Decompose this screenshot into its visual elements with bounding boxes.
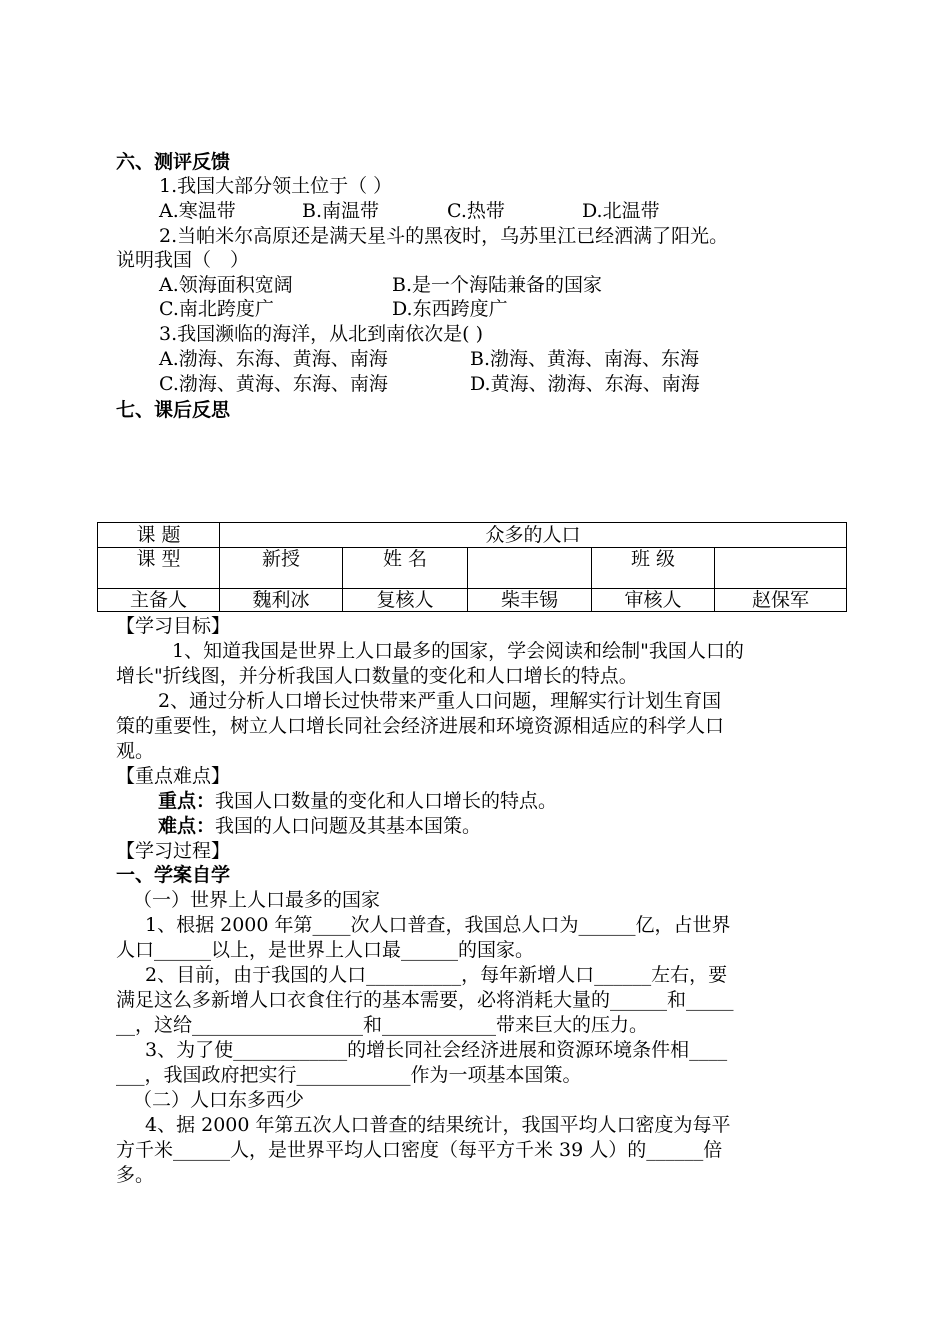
table-cell-label: 班 级 <box>592 548 715 589</box>
option: D.东西跨度广 <box>392 298 508 320</box>
table-cell: 魏利冰 <box>220 589 343 612</box>
item-4-line2: 方千米______人，是世界平均人口密度（每平方千米 39 人）的______倍 <box>116 1139 723 1161</box>
question-1: 1.我国大部分领土位于（ ） <box>159 175 393 197</box>
option: A.领海面积宽阔 <box>159 274 293 296</box>
table-cell-label: 课 题 <box>98 523 220 548</box>
question-2-options-row1 <box>0 273 950 297</box>
class-blank-cell <box>715 548 847 589</box>
option: B.是一个海陆兼备的国家 <box>392 274 603 296</box>
option: C.渤海、黄海、东海、南海 <box>159 373 388 395</box>
item-1-line1: 1、根据 2000 年第____次人口普查，我国总人口为______亿，占世界 <box>145 914 731 936</box>
question-1-options <box>0 199 950 223</box>
goal-2-line2: 策的重要性，树立人口增长同社会经济进展和环境资源相适应的科学人口 <box>116 715 725 737</box>
option: B.渤海、黄海、南海、东海 <box>470 348 700 370</box>
table-cell: 新授 <box>220 548 343 589</box>
table-cell-label: 复核人 <box>343 589 468 612</box>
goal-2-line1: 2、通过分析人口增长过快带来严重人口问题，理解实行计划生育国 <box>158 690 722 712</box>
goal-2-line3: 观。 <box>116 740 155 762</box>
item-3-line2: ___，我国政府把实行____________作为一项基本国策。 <box>116 1064 582 1086</box>
table-row <box>98 523 847 548</box>
name-blank-cell <box>468 548 592 589</box>
table-cell: 柴丰锡 <box>468 589 592 612</box>
table-row <box>98 548 847 589</box>
subsection-1-heading: （一）世界上人口最多的国家 <box>133 889 381 911</box>
section-heading-reflection: 七、课后反思 <box>116 399 231 421</box>
question-3: 3.我国濒临的海洋，从北到南依次是( ) <box>159 323 483 345</box>
difficult-point <box>158 814 481 838</box>
option: A.渤海、东海、黄海、南海 <box>159 348 388 370</box>
option: C.南北跨度广 <box>159 298 274 320</box>
section-heading-feedback: 六、测评反馈 <box>116 151 231 173</box>
part-1-heading: 一、学案自学 <box>116 864 231 886</box>
difficulty-text: 我国的人口问题及其基本国策。 <box>215 815 482 837</box>
table-cell-label: 主备人 <box>98 589 220 612</box>
item-2-line3: __，这给__________________和____________带来巨大的压力。 <box>116 1014 649 1036</box>
table-cell-label: 审核人 <box>592 589 715 612</box>
item-3-line1: 3、为了使____________的增长同社会经济进展和资源环境条件相____ <box>145 1039 728 1061</box>
table-cell-label: 姓 名 <box>343 548 468 589</box>
item-4-line3: 多。 <box>116 1164 155 1186</box>
subsection-2-heading: （二）人口东多西少 <box>133 1089 305 1111</box>
lesson-title: 众多的人口 <box>220 523 847 548</box>
option: D.北温带 <box>582 200 660 222</box>
option: B.南温带 <box>302 200 380 222</box>
key-text: 我国人口数量的变化和人口增长的特点。 <box>215 790 558 812</box>
table-row <box>98 589 847 612</box>
question-2-options-row2 <box>0 297 950 321</box>
question-3-options-row1 <box>0 347 950 371</box>
key-label: 重点： <box>158 790 216 812</box>
lesson-info-table <box>97 522 847 612</box>
difficulty-label: 难点： <box>158 815 216 837</box>
item-4-line1: 4、据 2000 年第五次人口普查的结果统计，我国平均人口密度为每平 <box>145 1114 731 1136</box>
key-point <box>158 789 557 813</box>
option: C.热带 <box>447 200 505 222</box>
table-cell-label: 课 型 <box>98 548 220 589</box>
key-points-heading: 【重点难点】 <box>116 765 231 787</box>
learning-process-heading: 【学习过程】 <box>116 840 231 862</box>
item-1-line2: 人口______以上，是世界上人口最______的国家。 <box>116 939 535 961</box>
question-2-line1: 2.当帕米尔高原还是满天星斗的黑夜时，乌苏里江已经洒满了阳光。 <box>159 225 729 247</box>
table-cell: 赵保军 <box>715 589 847 612</box>
item-2-line1: 2、目前，由于我国的人口__________，每年新增人口______左右，要 <box>145 964 728 986</box>
goal-1-line1: 1、知道我国是世界上人口最多的国家，学会阅读和绘制"我国人口的 <box>172 640 744 662</box>
question-2-line2: 说明我国（ ） <box>116 249 250 271</box>
question-3-options-row2 <box>0 372 950 396</box>
goal-1-line2: 增长"折线图，并分析我国人口数量的变化和人口增长的特点。 <box>116 665 638 687</box>
option: D.黄海、渤海、东海、南海 <box>470 373 700 395</box>
item-2-line2: 满足这么多新增人口衣食住行的基本需要，必将消耗大量的______和_____ <box>116 989 734 1011</box>
learning-goals-heading: 【学习目标】 <box>116 615 231 637</box>
option: A.寒温带 <box>159 200 236 222</box>
